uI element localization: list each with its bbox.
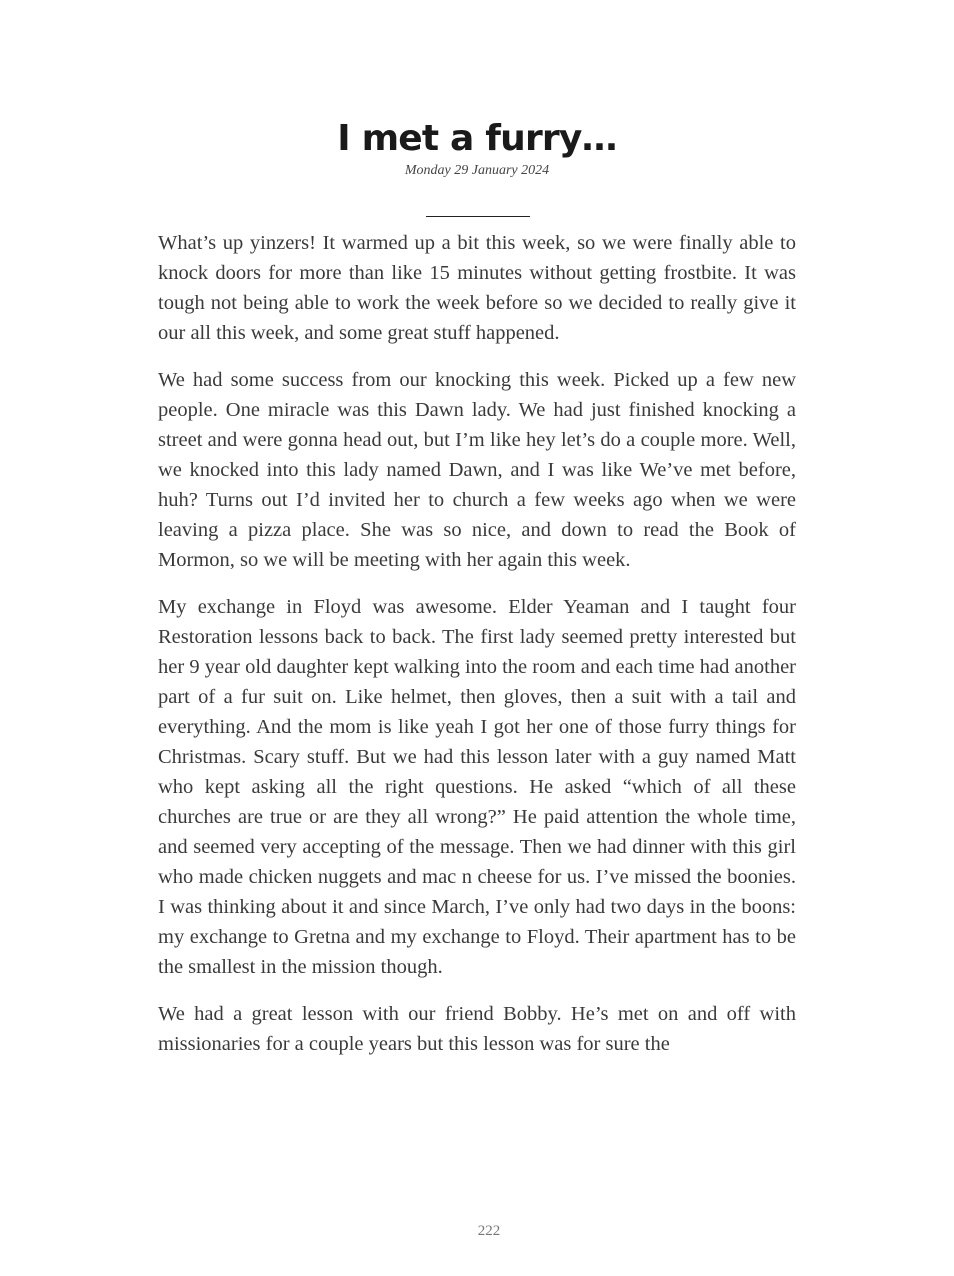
paragraph: We had some success from our knocking this week. Picked up a few new people. One miracle was this Dawn lady. We had just finished knocking a street and were gonna head out, but I’m like hey let’s do a couple more. Well, we knocked into this lady named Dawn, and I was like We’ve met before, huh? Turns out I’d invited her to church a few weeks ago when we were leaving a pizza place. She was so nice, and down to read the Book of Mormon, so we will be meeting with her again this week.: [158, 369, 796, 571]
post-title: I met a furry…: [337, 118, 617, 159]
paragraph: What’s up yinzers! It warmed up a bit this week, so we were finally able to knock doors for more than like 15 minutes without getting frostbite. It was tough not being able to work the week before so we decided to really give it our all this week, and some great stuff happened.: [158, 232, 796, 344]
title-divider: [426, 216, 530, 217]
paragraph: We had a great lesson with our friend Bobby. He’s met on and off with missionaries for a couple years but this lesson was for sure the: [158, 1003, 796, 1055]
paragraph: My exchange in Floyd was awesome. Elder Yeaman and I taught four Restoration lessons back to back. The first lady seemed pretty interested but her 9 year old daughter kept walking into the room and each time had another part of a fur suit on. Like helmet, then gloves, then a suit with a tail and everything. And the mom is like yeah I got her one of those furry things for Christmas. Scary stuff. But we had this lesson later with a guy named Matt who kept asking all the right questions. He asked “which of all these churches are true or are they all wrong?” He paid attention the whole time, and seemed very accepting of the message. Then we had dinner with this girl who made chicken nuggets and mac n cheese for us. I’ve missed the boonies. I was thinking about it and since March, I’ve only had two days in the boons: my exchange to Gretna and my exchange to Floyd. Their apartment has to be the smallest in the mission though.: [158, 596, 796, 978]
page-number: 222: [477, 1223, 501, 1239]
post-body: [158, 228, 796, 1076]
post-date: Monday 29 January 2024: [404, 163, 550, 178]
